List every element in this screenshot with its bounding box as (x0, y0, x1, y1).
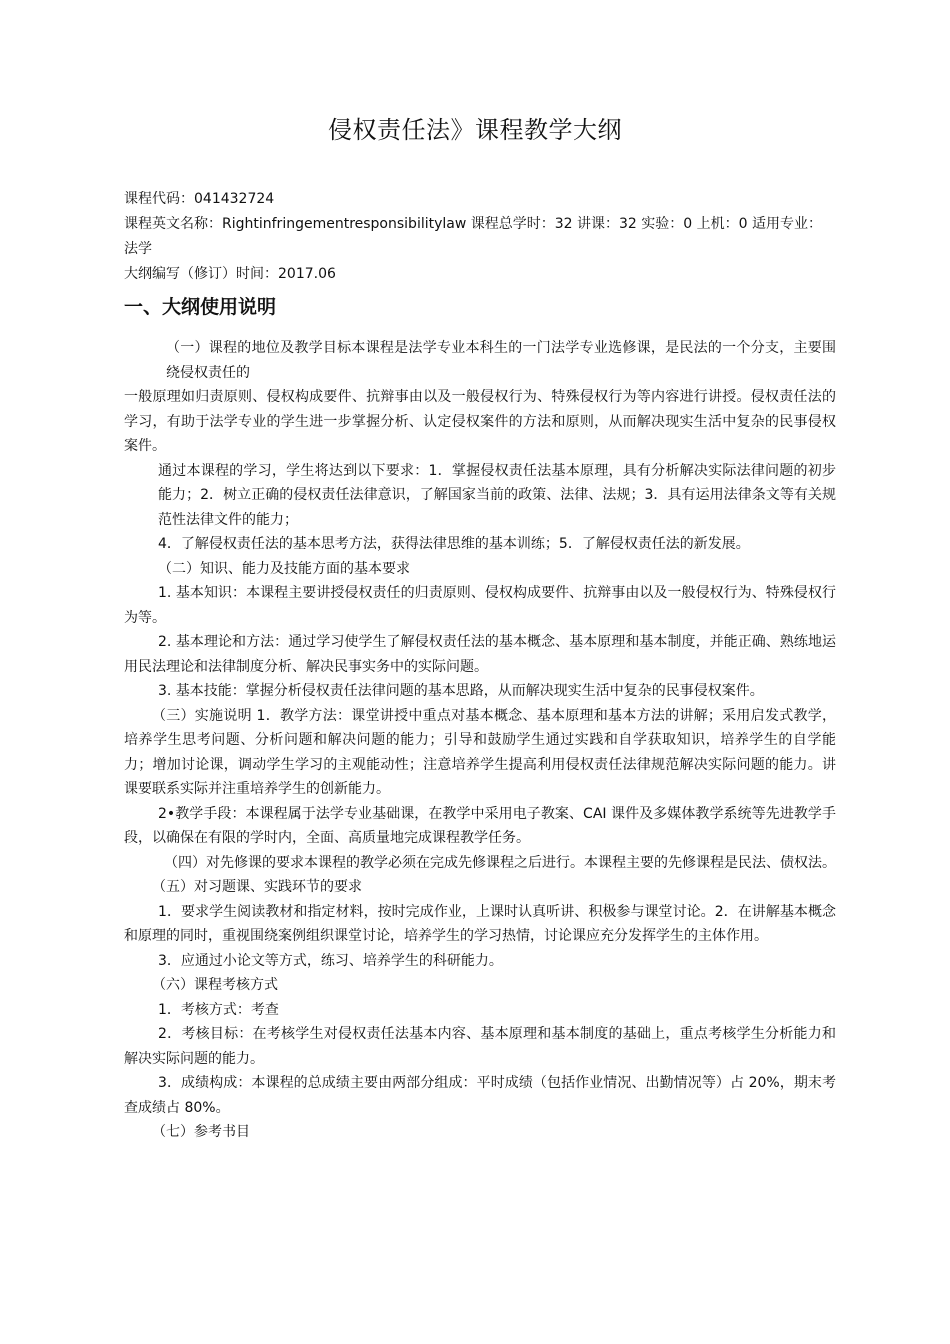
paragraph-teaching-means: 2•教学手段：本课程属于法学专业基础课，在教学中采用电子教案、CAI 课件及多媒体教学系统等先进教学手段，以确保在有限的学时内，全面、高质量地完成课程教学任务。 (124, 805, 836, 846)
course-meta (124, 187, 834, 287)
paragraph-prerequisites: （四）对先修课的要求本课程的教学必须在完成先修课程之后进行。本课程主要的先修课程是民法、债权法。 (164, 854, 836, 871)
course-code: 课程代码：041432724 (124, 191, 275, 207)
section-heading: 一、大纲使用说明 (124, 296, 277, 318)
paragraph-learning-requirements: 通过本课程的学习，学生将达到以下要求：1．掌握侵权责任法基本原理，具有分析解决实际法律问题的初步能力；2．树立正确的侵权责任法律意识，了解国家当前的政策、法律、法规；3．具有运用法律条文等有关规范性法律文件的能力； (158, 462, 836, 528)
subheading-references: （七）参考书目 (152, 1124, 250, 1140)
document-title: 侵权责任法》课程教学大纲 (328, 116, 622, 144)
paragraph-grade-composition: 3．成绩构成：本课程的总成绩主要由两部分组成：平时成绩（包括作业情况、出勤情况等）占 20%，期末考查成绩占 80%。 (124, 1075, 836, 1116)
paragraph-basic-theory: 2. 基本理论和方法：通过学习使学生了解侵权责任法的基本概念、基本原理和基本制度，并能正确、熟练地运用民法理论和法律制度分析、解决民事实务中的实际问题。 (124, 634, 836, 675)
subheading-assessment: （六）课程考核方式 (152, 977, 278, 993)
paragraph-exercise-requirements: 1．要求学生阅读教材和指定材料，按时完成作业，上课时认真听讲、积极参与课堂讨论。2．在讲解基本概念和原理的同时，重视围绕案例组织课堂讨论，培养学生的学习热情，讨论课应充分发挥学生的主体作用。 (124, 903, 836, 944)
syllabus-body (124, 336, 836, 1145)
paragraph-basic-skills: 3. 基本技能：掌握分析侵权责任法律问题的基本思路，从而解决现实生活中复杂的民事侵权案件。 (158, 683, 764, 699)
paragraph-research-ability: 3．应通过小论文等方式，练习、培养学生的科研能力。 (158, 952, 503, 969)
paragraph-assessment-method: 1．考核方式：考查 (158, 1001, 279, 1018)
subheading-exercises: （五）对习题课、实践环节的要求 (152, 879, 362, 895)
paragraph-requirements-cont: 4．了解侵权责任法的基本思考方法，获得法律思维的基本训练；5．了解侵权责任法的新发展。 (158, 536, 750, 552)
paragraph-assessment-goal: 2．考核目标：在考核学生对侵权责任法基本内容、基本原理和基本制度的基础上，重点考核学生分析能力和解决实际问题的能力。 (124, 1026, 836, 1067)
paragraph-implementation: （三）实施说明 1．教学方法：课堂讲授中重点对基本概念、基本原理和基本方法的讲解；采用启发式教学，培养学生思考问题、分析问题和解决问题的能力；引导和鼓励学生通过实践和自学获取知识，培养学生的自学能力；增加讨论课，调动学生学习的主观能动性；注意培养学生提高利用侵权责任法律规范解决实际问题的能力。讲课要联系实际并注重培养学生的创新能力。 (124, 707, 836, 797)
paragraph-course-position: （一）课程的地位及教学目标本课程是法学专业本科生的一门法学专业选修课，是民法的一个分支，主要围绕侵权责任的 (166, 340, 836, 381)
course-info: 课程英文名称：Rightinfringementresponsibilitylaw 课程总学时：32 讲课：32 实验：0 上机：0 适用专业：法学 (124, 216, 822, 257)
paragraph-basic-knowledge: 1. 基本知识：本课程主要讲授侵权责任的归责原则、侵权构成要件、抗辩事由以及一般侵权行为、特殊侵权行为等。 (124, 585, 836, 626)
revision-date: 大纲编写（修订）时间：2017.06 (124, 266, 336, 282)
subheading-knowledge: （二）知识、能力及技能方面的基本要求 (158, 560, 410, 577)
paragraph-course-content: 一般原理如归责原则、侵权构成要件、抗辩事由以及一般侵权行为、特殊侵权行为等内容进行讲授。侵权责任法的学习，有助于法学专业的学生进一步掌握分析、认定侵权案件的方法和原则，从而解决现实生活中复杂的民事侵权案件。 (124, 389, 836, 454)
